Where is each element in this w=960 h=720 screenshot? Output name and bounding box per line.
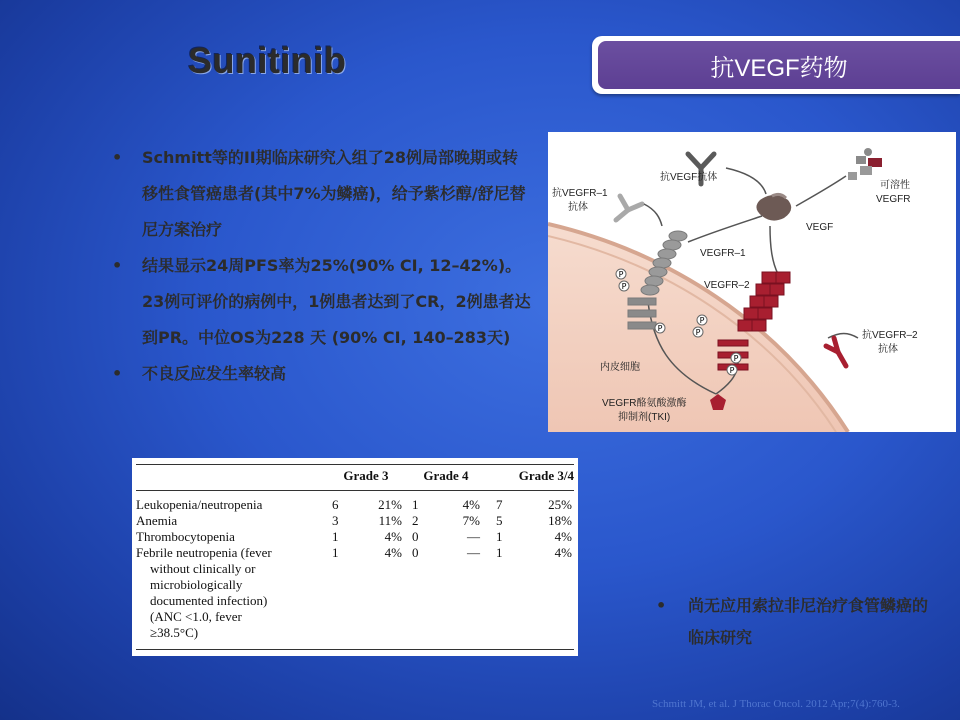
tki-label: VEGFR酪氨酸激酶 xyxy=(602,398,687,409)
phosphate-label: P xyxy=(729,366,735,375)
phosphate-label: P xyxy=(733,354,739,363)
soluble-vegfr-label: 可溶性 xyxy=(880,180,910,191)
cell-value: — xyxy=(467,545,480,560)
row-label-continuation: without clinically or xyxy=(150,561,256,576)
row-label: Leukopenia/neutropenia xyxy=(136,497,263,512)
row-label: Thrombocytopenia xyxy=(136,529,235,544)
vegf-pathway-figure xyxy=(548,132,956,432)
cell-value: 7 xyxy=(496,497,503,512)
side-note xyxy=(656,590,936,654)
table-header-empty xyxy=(136,465,326,491)
anti-vegfr2-antibody-label-2: 抗体 xyxy=(878,344,898,355)
table-header-grade3: Grade 3 xyxy=(326,465,406,491)
cell-value: 1 xyxy=(412,497,419,512)
category-tag xyxy=(592,36,960,94)
row-label-continuation: microbiologically xyxy=(150,577,243,592)
table-header-grade34: Grade 3/4 xyxy=(486,465,574,491)
cell-value: 7% xyxy=(462,513,480,528)
table-header-grade4: Grade 4 xyxy=(406,465,486,491)
table-row xyxy=(136,529,574,545)
cell-value: 4% xyxy=(462,497,480,512)
row-label: Febrile neutropenia (fever xyxy=(136,545,272,560)
phosphate-label: P xyxy=(699,316,705,325)
endothelial-cell-label: 内皮细胞 xyxy=(600,362,640,373)
cell-value: 1 xyxy=(496,529,503,544)
bullet-item: • Schmitt等的II期临床研究入组了28例局部晚期或转移性食管癌患者(其中7%为鳞癌)，给予紫杉醇/舒尼替尼方案治疗 xyxy=(112,140,532,248)
table-row xyxy=(136,497,574,513)
row-label: Anemia xyxy=(136,513,178,528)
table-bottom-rule xyxy=(136,649,574,650)
cell-value: 6 xyxy=(332,497,339,512)
vegfr2-label: VEGFR–2 xyxy=(704,280,750,291)
cell-value: 1 xyxy=(332,545,339,560)
bullet-item: • 不良反应发生率较高 xyxy=(112,356,532,392)
adverse-events-table xyxy=(132,458,578,656)
cell-value: 5 xyxy=(496,513,503,528)
anti-vegf-antibody-label: 抗VEGF抗体 xyxy=(660,172,718,183)
slide-title: Sunitinib xyxy=(188,40,347,81)
cell-value: 3 xyxy=(332,513,339,528)
cell-value: 1 xyxy=(496,545,503,560)
phosphate-label: P xyxy=(657,324,663,333)
table-row xyxy=(136,545,574,561)
tki-label-2: 抑制剂(TKI) xyxy=(618,412,671,423)
cell-value: 4% xyxy=(384,545,402,560)
vegf-label: VEGF xyxy=(806,222,834,233)
vegfr1-label: VEGFR–1 xyxy=(700,248,746,259)
cell-value: 2 xyxy=(412,513,419,528)
cell-value: 0 xyxy=(412,545,419,560)
phosphate-label: P xyxy=(621,282,627,291)
cell-value: 25% xyxy=(548,497,572,512)
vegf-pathway-diagram xyxy=(548,132,956,432)
anti-vegfr1-antibody-label-2: 抗体 xyxy=(568,202,588,213)
phosphate-label: P xyxy=(618,270,624,279)
note-bullet: • xyxy=(656,596,667,615)
cell-value: 4% xyxy=(384,529,402,544)
category-tag-label: 抗VEGF药物 xyxy=(598,41,960,89)
cell-value: 11% xyxy=(378,513,402,528)
row-label-continuation: ≥38.5°C) xyxy=(150,625,199,640)
cell-value: 18% xyxy=(548,513,572,528)
bullet-list xyxy=(112,140,532,392)
note-text: 尚无应用索拉非尼治疗食管鳞癌的临床研究 xyxy=(688,596,929,647)
citation: Schmitt JM, et al. J Thorac Oncol. 2012 Apr;7(4):760-3. xyxy=(652,698,900,710)
cell-value: 1 xyxy=(332,529,339,544)
cell-value: 4% xyxy=(554,529,572,544)
anti-vegfr1-antibody-label: 抗VEGFR–1 xyxy=(552,188,608,199)
cell-value: 21% xyxy=(378,497,402,512)
table-row xyxy=(136,513,574,529)
phosphate-label: P xyxy=(695,328,701,337)
anti-vegfr2-antibody-label: 抗VEGFR–2 xyxy=(862,330,918,341)
cell-value: — xyxy=(467,529,480,544)
row-label-continuation: (ANC <1.0, fever xyxy=(150,609,242,624)
cell-value: 4% xyxy=(554,545,572,560)
soluble-vegfr-label-2: VEGFR xyxy=(876,194,911,205)
bullet-item: • 结果显示24周PFS率为25%(90% CI, 12–42%)。23例可评价的病例中，1例患者达到了CR，2例患者达到PR。中位OS为228 天 (90% CI, 140–283天) xyxy=(112,248,532,356)
cell-value: 0 xyxy=(412,529,419,544)
row-label-continuation: documented infection) xyxy=(150,593,268,608)
